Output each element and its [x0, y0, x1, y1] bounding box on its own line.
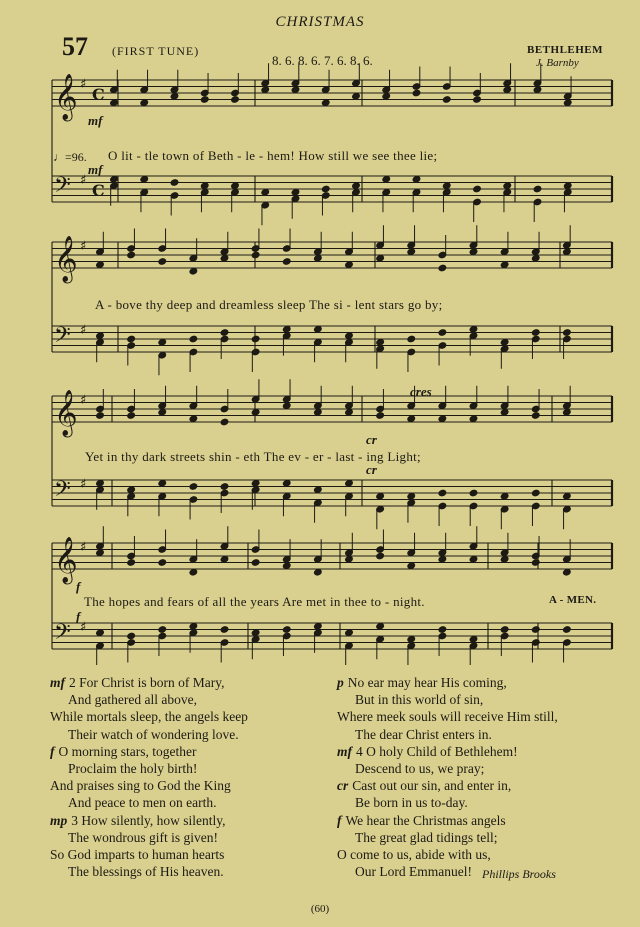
note-head: [127, 486, 136, 494]
note-head: [345, 261, 354, 269]
note-head: [140, 175, 149, 183]
note-head: [563, 492, 572, 500]
verse-text: The dear Christ enters in.: [355, 726, 492, 742]
note-head: [563, 329, 572, 337]
treble-clef: 𝄞: [54, 74, 78, 120]
verse-dynamic: cr: [337, 778, 349, 794]
verse-text: O come to us, abide with us,: [337, 847, 491, 863]
note-head: [261, 188, 270, 196]
hymn-number: 57: [62, 32, 88, 61]
note-head: [531, 559, 540, 567]
verse-dynamic: f: [337, 812, 342, 828]
bass-clef: 𝄢: [54, 620, 71, 650]
note-head: [345, 408, 354, 416]
lyric-line-3: Yet in thy dark streets shin - eth The ev - er - last - ing Light;: [85, 449, 421, 464]
verse-text: Proclaim the holy birth!: [68, 761, 198, 777]
verse-dynamic: mf: [50, 675, 65, 690]
staff-lines: [52, 80, 612, 649]
note-head: [563, 99, 572, 107]
note-head: [170, 92, 179, 100]
verse-line: [50, 760, 320, 777]
note-head: [531, 626, 540, 634]
note-head: [438, 555, 447, 563]
verse-line: [50, 812, 320, 829]
key-signature: ♯: [80, 477, 87, 492]
note-head: [170, 179, 179, 187]
note-head: [563, 408, 572, 416]
section-title: CHRISTMAS: [275, 14, 365, 30]
key-signature: ♯: [80, 323, 87, 338]
note-head: [251, 408, 260, 416]
note-head: [321, 99, 330, 107]
note-head: [376, 412, 385, 420]
verse-line: [50, 829, 320, 846]
bar-lines: [52, 80, 612, 649]
verse-dynamic: mf: [337, 743, 352, 759]
meter: 8. 6. 8. 6. 7. 6. 8. 6.: [272, 53, 373, 68]
note-head: [531, 489, 540, 497]
note-head: [282, 479, 291, 487]
note-head: [158, 258, 167, 266]
verse-text: No ear may hear His coming,: [347, 675, 507, 690]
verse-text: O morning stars, together: [58, 743, 197, 759]
verse-text: 4 O holy Child of Bethlehem!: [356, 743, 518, 759]
note-head: [96, 412, 105, 420]
treble-clef: 𝄞: [54, 537, 78, 583]
note-head: [442, 96, 451, 104]
note-head: [376, 254, 385, 262]
note-head: [473, 185, 482, 193]
note-head: [438, 626, 447, 634]
note-head: [563, 248, 572, 256]
verse-text: And peace to men on earth.: [68, 795, 217, 811]
note-head: [407, 415, 416, 423]
verse-text: Our Lord Emmanuel!: [355, 864, 472, 880]
note-head: [231, 96, 240, 104]
note-head: [412, 89, 421, 97]
note-head: [220, 555, 229, 563]
note-head: [220, 254, 229, 262]
note-head: [96, 479, 105, 487]
dynamic-f: f: [76, 579, 81, 594]
note-head: [96, 261, 105, 269]
note-head: [531, 329, 540, 337]
verse-line: [50, 691, 320, 708]
note-head: [469, 248, 478, 256]
note-head: [158, 626, 167, 634]
note-head: [282, 562, 291, 570]
verse-line: [337, 846, 637, 863]
note-head: [96, 549, 105, 557]
note-head: [127, 335, 136, 343]
verse-line: [337, 708, 637, 725]
key-signature: ♯: [80, 393, 87, 408]
verse-line: [337, 674, 637, 691]
tune-label: (FIRST TUNE): [112, 44, 200, 58]
note-head: [473, 96, 482, 104]
lyric-line-2: A - bove thy deep and dreamless sleep The si - lent stars go by;: [95, 297, 443, 312]
note-head: [261, 86, 270, 94]
note-head: [189, 415, 198, 423]
verse-line: [337, 794, 637, 811]
tempo-marking: ♩=96.: [53, 150, 87, 164]
note-head: [352, 182, 361, 190]
verse-line: [50, 794, 320, 811]
note-head: [442, 182, 451, 190]
verse-line: [337, 726, 637, 743]
verse-text: While mortals sleep, the angels keep: [50, 709, 248, 725]
note-head: [127, 632, 136, 640]
dynamic-cres: cres: [410, 384, 432, 399]
note-head: [469, 489, 478, 497]
note-head: [500, 408, 509, 416]
note-head: [382, 175, 391, 183]
verse-dynamic: p: [337, 675, 344, 690]
note-head: [407, 562, 416, 570]
note-head: [438, 489, 447, 497]
note-head: [407, 492, 416, 500]
note-head: [189, 483, 198, 491]
verse-text: And gathered all above,: [68, 692, 197, 708]
note-head: [407, 635, 416, 643]
note-head: [314, 486, 323, 494]
note-head: [531, 412, 540, 420]
note-head: [321, 185, 330, 193]
note-head: [563, 182, 572, 190]
note-head: [158, 338, 167, 346]
verse-text: So God imparts to human hearts: [50, 847, 225, 863]
note-head: [533, 185, 542, 193]
note-head: [469, 415, 478, 423]
dynamic-mf: mf: [88, 113, 103, 128]
dynamic-cr-bass: cr: [366, 462, 377, 477]
note-head: [158, 559, 167, 567]
note-head: [376, 492, 385, 500]
verse-text: The wondrous gift is given!: [68, 829, 218, 845]
note-head: [110, 175, 119, 183]
note-head: [500, 626, 509, 634]
note-head: [189, 335, 198, 343]
verse-line: [50, 708, 320, 725]
note-head: [407, 248, 416, 256]
note-head: [220, 329, 229, 337]
key-signature: ♯: [80, 77, 87, 92]
bass-clef: 𝄢: [54, 173, 71, 203]
verse-dynamic: f: [50, 743, 55, 759]
note-head: [200, 96, 209, 104]
note-head: [345, 629, 354, 637]
note-head: [500, 261, 509, 269]
note-head: [314, 568, 323, 576]
note-head: [251, 251, 260, 259]
note-head: [127, 559, 136, 567]
note-head: [251, 559, 260, 567]
note-head: [500, 555, 509, 563]
treble-clef: 𝄞: [54, 390, 78, 436]
note-head: [469, 635, 478, 643]
tune-name: BETHLEHEM: [527, 44, 604, 56]
verse-line: [337, 777, 637, 794]
verse-text: Cast out our sin, and enter in,: [352, 778, 512, 794]
verse-text: Where meek souls will receive Him still,: [337, 709, 558, 725]
note-head: [407, 335, 416, 343]
note-head: [189, 267, 198, 275]
time-signature: C: [92, 85, 105, 104]
note-head: [282, 325, 291, 333]
note-head: [158, 408, 167, 416]
note-head: [438, 264, 447, 272]
note-head: [563, 626, 572, 634]
note-head: [291, 188, 300, 196]
note-head: [382, 92, 391, 100]
note-head: [291, 86, 300, 94]
note-head: [110, 99, 119, 107]
verse-line: [50, 674, 320, 691]
verse-text: But in this world of sin,: [355, 692, 484, 708]
note-head: [220, 418, 229, 426]
dynamic-mf-bass: mf: [88, 162, 103, 177]
note-head: [251, 629, 260, 637]
note-head: [200, 182, 209, 190]
verse-text: Descend to us, we pray;: [355, 761, 485, 777]
composer: J. Barnby: [536, 57, 579, 69]
note-head: [376, 552, 385, 560]
note-head: [127, 251, 136, 259]
verse-text: Be born in us to-day.: [355, 795, 468, 811]
note-head: [376, 338, 385, 346]
author: Phillips Brooks: [482, 867, 556, 881]
treble-clef: 𝄞: [54, 236, 78, 282]
bass-clef: 𝄢: [54, 477, 71, 507]
verse-line: [50, 743, 320, 760]
verse-text: And praises sing to God the King: [50, 778, 231, 794]
amen-lyric: A - MEN.: [549, 594, 597, 606]
verse-text: Their watch of wondering love.: [68, 726, 239, 742]
note-head: [282, 626, 291, 634]
verse-line: [337, 812, 637, 829]
note-head: [345, 555, 354, 563]
verse-text: 2 For Christ is born of Mary,: [69, 675, 225, 690]
time-signature: C: [92, 181, 105, 200]
verse-line: [50, 777, 320, 794]
key-signature: ♯: [80, 540, 87, 555]
note-head: [220, 483, 229, 491]
verse-line: [50, 726, 320, 743]
note-head: [189, 568, 198, 576]
note-head: [251, 479, 260, 487]
note-head: [503, 182, 512, 190]
note-head: [220, 626, 229, 634]
verse-line: [337, 691, 637, 708]
note-head: [314, 325, 323, 333]
note-head: [376, 622, 385, 630]
lyric-line-1: O lit - tle town of Beth - le - hem! How still we see thee lie;: [108, 148, 438, 163]
note-head: [96, 629, 105, 637]
bass-clef: 𝄢: [54, 323, 71, 353]
note-head: [158, 479, 167, 487]
verse-line: [50, 846, 320, 863]
note-head: [282, 402, 291, 410]
note-head: [127, 412, 136, 420]
note-head: [352, 92, 361, 100]
verse-line: [337, 760, 637, 777]
verse-text: 3 How silently, how silently,: [71, 812, 226, 828]
note-head: [438, 415, 447, 423]
note-head: [345, 479, 354, 487]
dynamic-cr: cr: [366, 432, 377, 447]
key-signature: ♯: [80, 173, 87, 188]
note-head: [563, 568, 572, 576]
verses-left-column: [50, 674, 320, 880]
note-head: [533, 86, 542, 94]
key-signature: ♯: [80, 239, 87, 254]
note-head: [412, 175, 421, 183]
verse-line: [337, 829, 637, 846]
note-head: [345, 332, 354, 340]
note-head: [314, 408, 323, 416]
note-head: [438, 329, 447, 337]
verse-text: The blessings of His heaven.: [68, 864, 224, 880]
note-head: [500, 492, 509, 500]
note-head: [231, 182, 240, 190]
verse-text: The great glad tidings tell;: [355, 829, 498, 845]
verse-text: We hear the Christmas angels: [345, 812, 506, 828]
key-signature: ♯: [80, 620, 87, 635]
note-head: [469, 325, 478, 333]
note-head: [251, 335, 260, 343]
verses-right-column: [337, 674, 637, 880]
verse-line: [50, 863, 320, 880]
lyric-line-4: The hopes and fears of all the years Are met in thee to - night.: [84, 594, 425, 609]
verse-line: [337, 743, 637, 760]
dynamic-f-bass: f: [76, 609, 81, 624]
note-head: [314, 622, 323, 630]
page-number: (60): [310, 903, 330, 915]
note-head: [503, 86, 512, 94]
note-head: [531, 254, 540, 262]
note-head: [469, 555, 478, 563]
note-head: [140, 99, 149, 107]
note-head: [96, 332, 105, 340]
verse-dynamic: mp: [50, 812, 68, 828]
note-head: [189, 622, 198, 630]
note-head: [314, 254, 323, 262]
note-head: [500, 338, 509, 346]
note-head: [282, 258, 291, 266]
